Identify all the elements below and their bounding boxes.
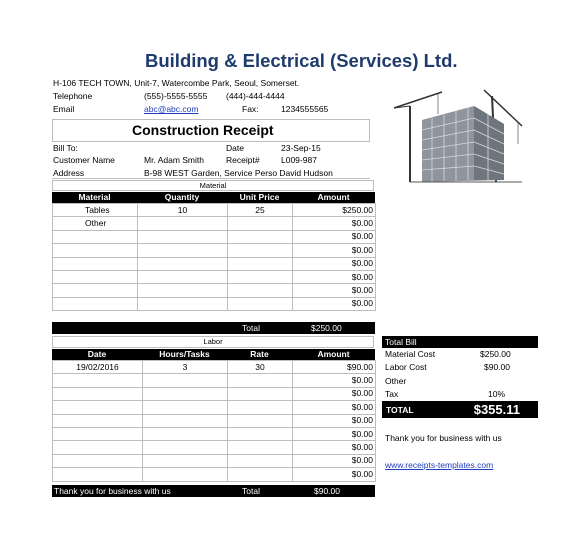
telephone-label: Telephone xyxy=(53,91,93,101)
summary-thanks: Thank you for business with us xyxy=(385,433,502,443)
summary-header-bar xyxy=(382,336,538,348)
material-cell xyxy=(228,257,293,270)
building-crane-image xyxy=(392,84,540,188)
material-cell xyxy=(138,230,228,243)
material-cell xyxy=(53,244,138,257)
material-cell: Tables xyxy=(53,204,138,217)
bill-to-label: Bill To: xyxy=(53,143,78,153)
labor-cell: $0.00 xyxy=(293,414,376,427)
labor-cell: $0.00 xyxy=(293,387,376,400)
labor-header-row xyxy=(52,349,375,360)
summary-material-label: Material Cost xyxy=(385,349,436,359)
summary-tax-value: 10% xyxy=(488,389,506,399)
labor-col-amount: Amount xyxy=(317,349,350,359)
summary-total-label: TOTAL xyxy=(386,405,414,415)
labor-cell xyxy=(143,454,228,467)
email-label: Email xyxy=(53,104,75,114)
material-row xyxy=(53,270,376,283)
labor-cell xyxy=(53,401,143,414)
labor-total-bar xyxy=(52,485,375,497)
company-address: H-106 TECH TOWN, Unit-7, Watercombe Park, Seoul, Somerset. xyxy=(53,78,300,88)
material-col-amount: Amount xyxy=(317,192,350,202)
material-cell: Other xyxy=(53,217,138,230)
email-link[interactable]: abc@abc.com xyxy=(144,104,199,114)
material-cell xyxy=(138,270,228,283)
labor-cell xyxy=(228,374,293,387)
material-cell: $0.00 xyxy=(293,270,376,283)
labor-row xyxy=(53,401,376,414)
material-cell xyxy=(138,217,228,230)
labor-row xyxy=(53,427,376,440)
labor-row xyxy=(53,387,376,400)
receipt-title: Construction Receipt xyxy=(132,122,274,138)
telephone-1: (555)-5555-5555 xyxy=(144,91,208,101)
material-cell xyxy=(138,257,228,270)
labor-cell: $0.00 xyxy=(293,374,376,387)
material-col-unit-price: Unit Price xyxy=(239,192,280,202)
labor-cell xyxy=(53,427,143,440)
material-cell xyxy=(138,297,228,310)
labor-cell: $90.00 xyxy=(293,361,376,374)
labor-section-label xyxy=(52,336,374,348)
labor-total-label: Total xyxy=(242,486,260,496)
material-cell xyxy=(53,230,138,243)
material-cell xyxy=(53,257,138,270)
material-row xyxy=(53,297,376,310)
labor-cell: $0.00 xyxy=(293,468,376,481)
labor-cell xyxy=(143,387,228,400)
labor-col-date: Date xyxy=(87,349,107,359)
material-row xyxy=(53,230,376,243)
material-cell xyxy=(138,284,228,297)
material-total-value: $250.00 xyxy=(311,323,342,333)
labor-cell xyxy=(143,414,228,427)
receipt-number-label: Receipt# xyxy=(226,155,260,165)
labor-cell xyxy=(228,414,293,427)
date-label: Date xyxy=(226,143,244,153)
material-section-text: Material xyxy=(199,181,227,190)
material-header-row xyxy=(52,192,375,203)
material-cell xyxy=(53,297,138,310)
material-cell xyxy=(228,297,293,310)
company-name: Building & Electrical (Services) Ltd. xyxy=(145,50,458,71)
material-cell xyxy=(228,270,293,283)
labor-row xyxy=(53,468,376,481)
material-total-label: Total xyxy=(242,323,260,333)
labor-cell xyxy=(228,401,293,414)
material-cell xyxy=(228,230,293,243)
labor-footer-note: Thank you for business with us xyxy=(54,486,171,496)
material-row xyxy=(53,204,376,217)
material-row xyxy=(53,284,376,297)
summary-tax-label: Tax xyxy=(385,389,399,399)
material-table xyxy=(52,203,376,311)
labor-row xyxy=(53,414,376,427)
labor-cell: $0.00 xyxy=(293,401,376,414)
labor-col-rate: Rate xyxy=(250,349,269,359)
fax-number: 1234555565 xyxy=(281,104,329,114)
labor-cell: $0.00 xyxy=(293,441,376,454)
receipt-date: 23-Sep-15 xyxy=(281,143,321,153)
material-cell: $0.00 xyxy=(293,244,376,257)
labor-cell: $0.00 xyxy=(293,427,376,440)
telephone-2: (444)-444-4444 xyxy=(226,91,285,101)
material-cell: $0.00 xyxy=(293,284,376,297)
labor-cell xyxy=(228,387,293,400)
material-cell: 25 xyxy=(228,204,293,217)
labor-cell: $0.00 xyxy=(293,454,376,467)
customer-address: B-98 WEST Garden, Service Perso David Hudson xyxy=(144,168,333,178)
material-cell: $0.00 xyxy=(293,297,376,310)
labor-cell xyxy=(228,441,293,454)
labor-cell xyxy=(53,441,143,454)
labor-section-text: Labor xyxy=(203,337,223,346)
summary-other-label: Other xyxy=(385,376,407,386)
labor-cell: 3 xyxy=(143,361,228,374)
material-cell: 10 xyxy=(138,204,228,217)
labor-col-hours: Hours/Tasks xyxy=(159,349,210,359)
labor-total-value: $90.00 xyxy=(314,486,340,496)
summary-total-value: $355.11 xyxy=(473,402,520,417)
material-cell: $250.00 xyxy=(293,204,376,217)
customer-label: Customer Name xyxy=(53,155,115,165)
material-cell xyxy=(228,284,293,297)
labor-cell xyxy=(53,374,143,387)
labor-cell xyxy=(228,454,293,467)
labor-cell xyxy=(143,441,228,454)
labor-row xyxy=(53,441,376,454)
customer-name: Mr. Adam Smith xyxy=(144,155,204,165)
receipt-number: L009-987 xyxy=(281,155,317,165)
address-label: Address xyxy=(53,168,85,178)
material-row xyxy=(53,244,376,257)
labor-cell xyxy=(53,454,143,467)
info-divider xyxy=(52,178,370,179)
labor-cell xyxy=(143,427,228,440)
material-cell xyxy=(53,284,138,297)
material-cell xyxy=(53,270,138,283)
labor-cell xyxy=(53,414,143,427)
website-link[interactable]: www.receipts-templates.com xyxy=(385,460,494,470)
labor-cell xyxy=(143,468,228,481)
labor-cell: 30 xyxy=(228,361,293,374)
material-cell xyxy=(138,244,228,257)
summary-total-bar xyxy=(382,401,538,418)
material-cell: $0.00 xyxy=(293,230,376,243)
material-cell: $0.00 xyxy=(293,217,376,230)
summary-material-value: $250.00 xyxy=(480,349,511,359)
labor-cell xyxy=(143,401,228,414)
labor-row xyxy=(53,454,376,467)
labor-cell xyxy=(53,387,143,400)
material-total-bar xyxy=(52,322,375,334)
summary-labor-label: Labor Cost xyxy=(385,362,427,372)
labor-cell xyxy=(228,468,293,481)
labor-cell xyxy=(53,468,143,481)
material-cell xyxy=(228,217,293,230)
labor-row xyxy=(53,374,376,387)
labor-row xyxy=(53,361,376,374)
labor-cell xyxy=(143,374,228,387)
summary-header: Total Bill xyxy=(385,337,417,347)
material-col-material: Material xyxy=(78,192,111,202)
labor-table xyxy=(52,360,376,482)
labor-cell xyxy=(228,427,293,440)
summary-labor-value: $90.00 xyxy=(484,362,510,372)
material-section-label xyxy=(52,180,374,191)
material-cell xyxy=(228,244,293,257)
fax-label: Fax: xyxy=(242,104,259,114)
labor-cell: 19/02/2016 xyxy=(53,361,143,374)
material-row xyxy=(53,257,376,270)
material-cell: $0.00 xyxy=(293,257,376,270)
material-col-quantity: Quantity xyxy=(164,192,200,202)
material-row xyxy=(53,217,376,230)
